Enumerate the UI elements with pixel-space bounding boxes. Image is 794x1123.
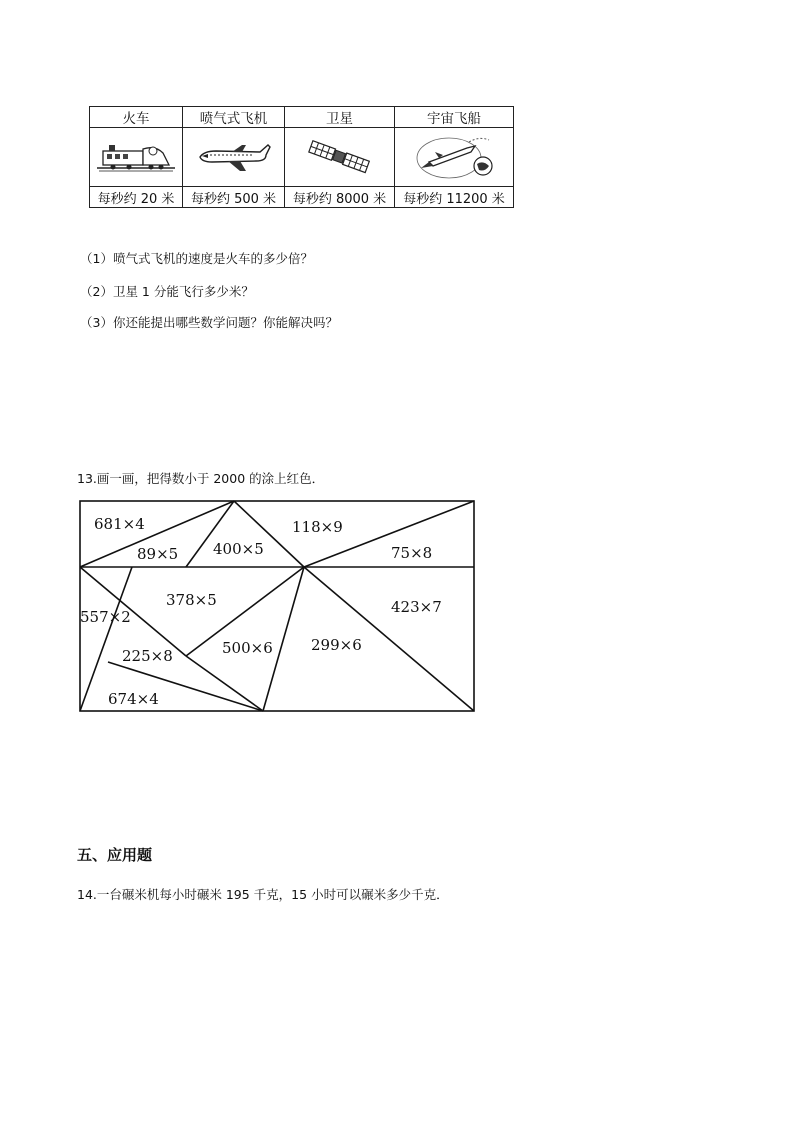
label-89x5: 89×5 <box>137 545 179 563</box>
section-5-heading: 五、应用题 <box>77 846 153 864</box>
speed-train: 每秒约 20 米 <box>90 187 183 208</box>
label-299x6: 299×6 <box>311 636 362 654</box>
problem-14-text: 14.一台碾米机每小时碾米 195 千克，15 小时可以碾米多少千克． <box>77 887 449 902</box>
question-3: （3）你还能提出哪些数学问题？你能解决吗？ <box>80 315 338 330</box>
label-674x4: 674×4 <box>108 690 159 708</box>
label-75x8: 75×8 <box>391 544 433 562</box>
label-423x7: 423×7 <box>391 598 442 616</box>
label-500x6: 500×6 <box>222 639 273 657</box>
speed-jet: 每秒约 500 米 <box>183 187 285 208</box>
label-557x2: 557×2 <box>80 608 131 626</box>
problem-13-title: 13.画一画，把得数小于 2000 的涂上红色． <box>77 471 325 486</box>
label-378x5: 378×5 <box>166 591 217 609</box>
label-681x4: 681×4 <box>94 515 145 533</box>
header-spaceship: 宇宙飞船 <box>395 107 514 128</box>
label-400x5: 400×5 <box>213 540 264 558</box>
question-1: （1）喷气式飞机的速度是火车的多少倍？ <box>80 251 313 266</box>
label-118x9: 118×9 <box>292 518 343 536</box>
question-2: （2）卫星 1 分能飞行多少米？ <box>80 284 254 299</box>
speed-satellite: 每秒约 8000 米 <box>285 187 395 208</box>
header-train: 火车 <box>90 107 183 128</box>
speed-spaceship: 每秒约 11200 米 <box>395 187 514 208</box>
header-jet: 喷气式飞机 <box>183 107 285 128</box>
label-225x8: 225×8 <box>122 647 173 665</box>
header-satellite: 卫星 <box>285 107 395 128</box>
